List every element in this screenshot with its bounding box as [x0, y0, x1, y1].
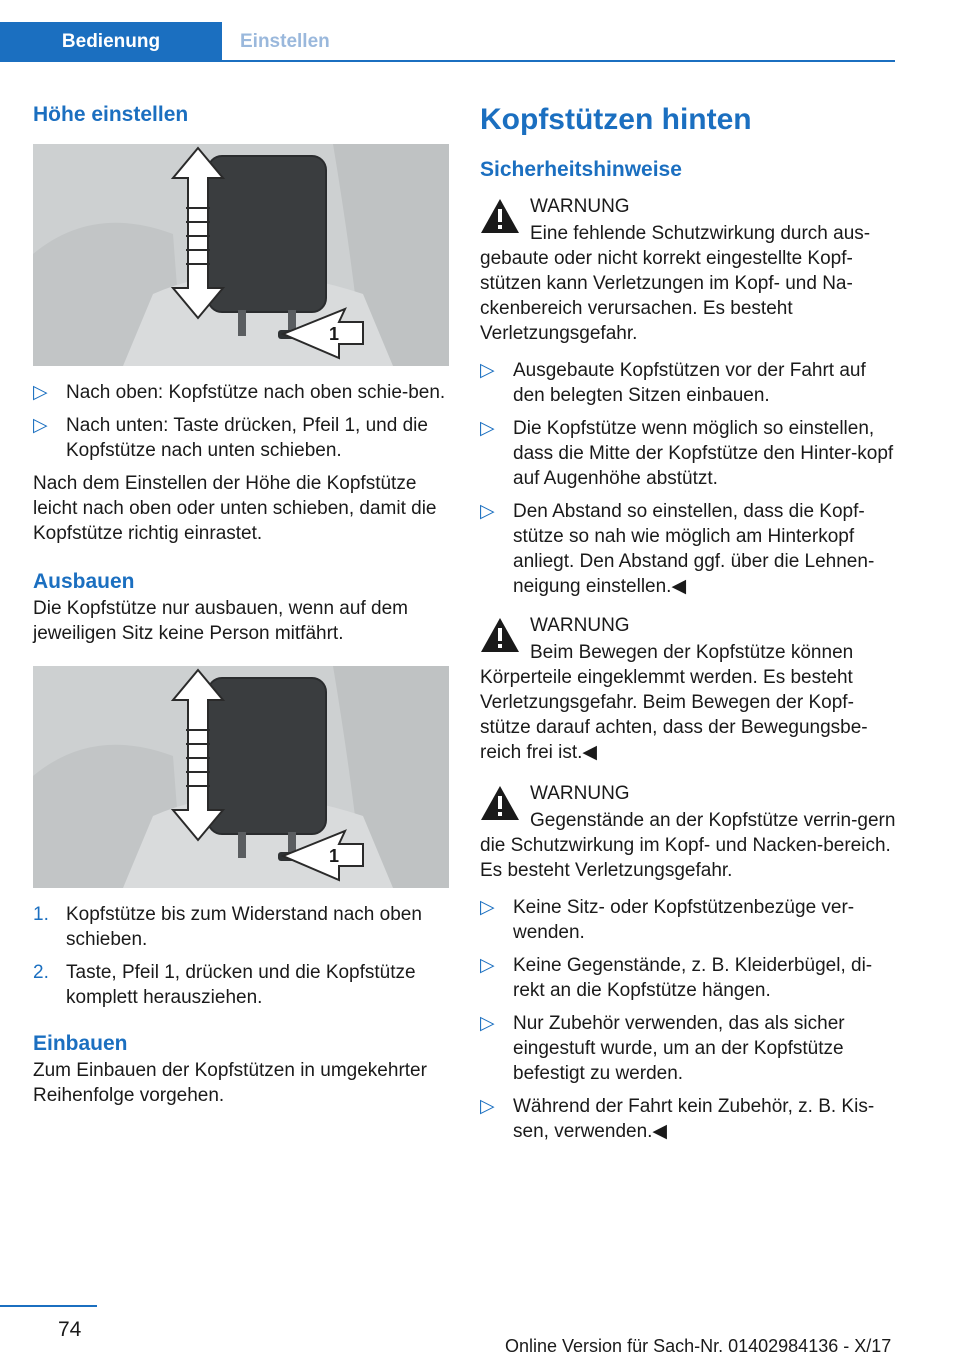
warning-triangle-icon	[480, 198, 520, 234]
list-item: ▷ Ausgebaute Kopfstützen vor der Fahrt auf den belegten Sitzen einbauen.	[480, 360, 866, 406]
figure-label-1: 1	[329, 324, 340, 344]
warning-triangle-icon	[480, 617, 520, 653]
heading-sicherheitshinweise: Sicherheitshinweise	[480, 158, 682, 181]
list-item: ▷ Keine Gegenstände, z. B. Kleiderbügel, di‐rekt an die Kopfstütze hängen.	[480, 955, 873, 1001]
header-rule	[0, 60, 895, 62]
step-number: 2.	[33, 962, 49, 983]
headrest-illustration	[33, 666, 449, 888]
list-item: ▷ Den Abstand so einstellen, dass die Kopf‐stütze so nah wie möglich am Hinterkopf anliegt. Den Abstand ggf. über die Lehnen‐neigung einstellen.◀	[480, 501, 875, 597]
header-tabbar	[0, 22, 895, 62]
triangle-right-icon: ▷	[480, 360, 495, 381]
page-number: 74	[58, 1318, 82, 1341]
warning-block	[480, 613, 898, 665]
list-item: ▷ Keine Sitz- oder Kopfstützenbezüge ver‐wenden.	[480, 897, 855, 943]
heading-einbauen: Einbauen	[33, 1032, 128, 1055]
list-item: ▷ Nur Zubehör verwenden, das als sicher eingestuft wurde, um an der Kopfstütze befestigt zu werden.	[480, 1013, 845, 1084]
headrest-illustration	[33, 144, 449, 366]
safety-list-1	[480, 358, 898, 599]
warning-triangle-icon	[480, 785, 520, 821]
figure-label-1: 1	[329, 846, 340, 866]
triangle-right-icon: ▷	[480, 1013, 495, 1034]
list-item: 1. Kopfstütze bis zum Widerstand nach oben schieben.	[33, 904, 422, 950]
list-item: ▷ Die Kopfstütze wenn möglich so einstellen, dass die Mitte der Kopfstütze den Hinter‐kopf auf Augenhöhe abstützt.	[480, 418, 894, 489]
warning-label: WARNUNG	[530, 615, 630, 636]
list-item: 2. Taste, Pfeil 1, drücken und die Kopfstütze komplett herausziehen.	[33, 962, 416, 1008]
warning-block	[480, 781, 898, 833]
list-item: ▷ Nach unten: Taste drücken, Pfeil 1, und die Kopfstütze nach unten schieben.	[33, 415, 428, 461]
warning-label: WARNUNG	[530, 783, 630, 804]
left-column	[33, 100, 449, 1108]
triangle-right-icon: ▷	[480, 897, 495, 918]
tab-einstellen[interactable]: Einstellen	[240, 31, 330, 52]
warning-text: Beim Bewegen der Kopfstütze können Körperteile eingeklemmt werden. Es besteht Verletzungsgefahr. Beim Bewegen der Kopf‐stütze darauf achten, dass der Bewegungsbe‐reich frei ist.◀	[480, 642, 868, 763]
triangle-right-icon: ▷	[33, 415, 48, 436]
right-column	[480, 100, 898, 1152]
ausbauen-note: Die Kopfstütze nur ausbauen, wenn auf dem jeweiligen Sitz keine Person mitfährt.	[33, 598, 408, 644]
tab-bedienung[interactable]: Bedienung	[0, 22, 222, 62]
triangle-right-icon: ▷	[480, 418, 495, 439]
adjust-list	[33, 380, 449, 463]
adjust-note: Nach dem Einstellen der Höhe die Kopfstütze leicht nach oben oder unten schieben, damit die Kopfstütze richtig einrastet.	[33, 473, 437, 544]
step-number: 1.	[33, 904, 49, 925]
remove-steps	[33, 902, 449, 1010]
online-version-note: Online Version für Sach-Nr. 01402984136 - X/17	[505, 1336, 892, 1356]
headrest-figure-adjust	[33, 144, 449, 366]
triangle-right-icon: ▷	[33, 382, 48, 403]
heading-ausbauen: Ausbauen	[33, 570, 135, 593]
footer-rule	[0, 1305, 97, 1307]
headrest-figure-remove	[33, 666, 449, 888]
triangle-right-icon: ▷	[480, 1096, 495, 1117]
warning-text: Gegenstände an der Kopfstütze verrin‐gern die Schutzwirkung im Kopf- und Nacken‐bereich. Es besteht Verletzungsgefahr.	[480, 810, 896, 881]
list-item: ▷ Während der Fahrt kein Zubehör, z. B. Kis‐sen, verwenden.◀	[480, 1096, 875, 1142]
einbauen-note: Zum Einbauen der Kopfstützen in umgekehrter Reihenfolge vorgehen.	[33, 1060, 427, 1106]
warning-label: WARNUNG	[530, 196, 630, 217]
triangle-right-icon: ▷	[480, 955, 495, 976]
triangle-right-icon: ▷	[480, 501, 495, 522]
warning-text: Eine fehlende Schutzwirkung durch aus‐gebaute oder nicht korrekt eingestellte Kopf‐stützen kann Verletzungen im Kopf- und Na‐ckenbereich verursachen. Es besteht Verletzungsgefahr.	[480, 223, 871, 344]
warning-block	[480, 194, 898, 246]
page-title: Kopfstützen hinten	[480, 103, 752, 136]
heading-hoehe-einstellen: Höhe einstellen	[33, 103, 189, 126]
list-item: ▷ Nach oben: Kopfstütze nach oben schie‐ben.	[33, 382, 446, 403]
safety-list-2	[480, 895, 898, 1144]
